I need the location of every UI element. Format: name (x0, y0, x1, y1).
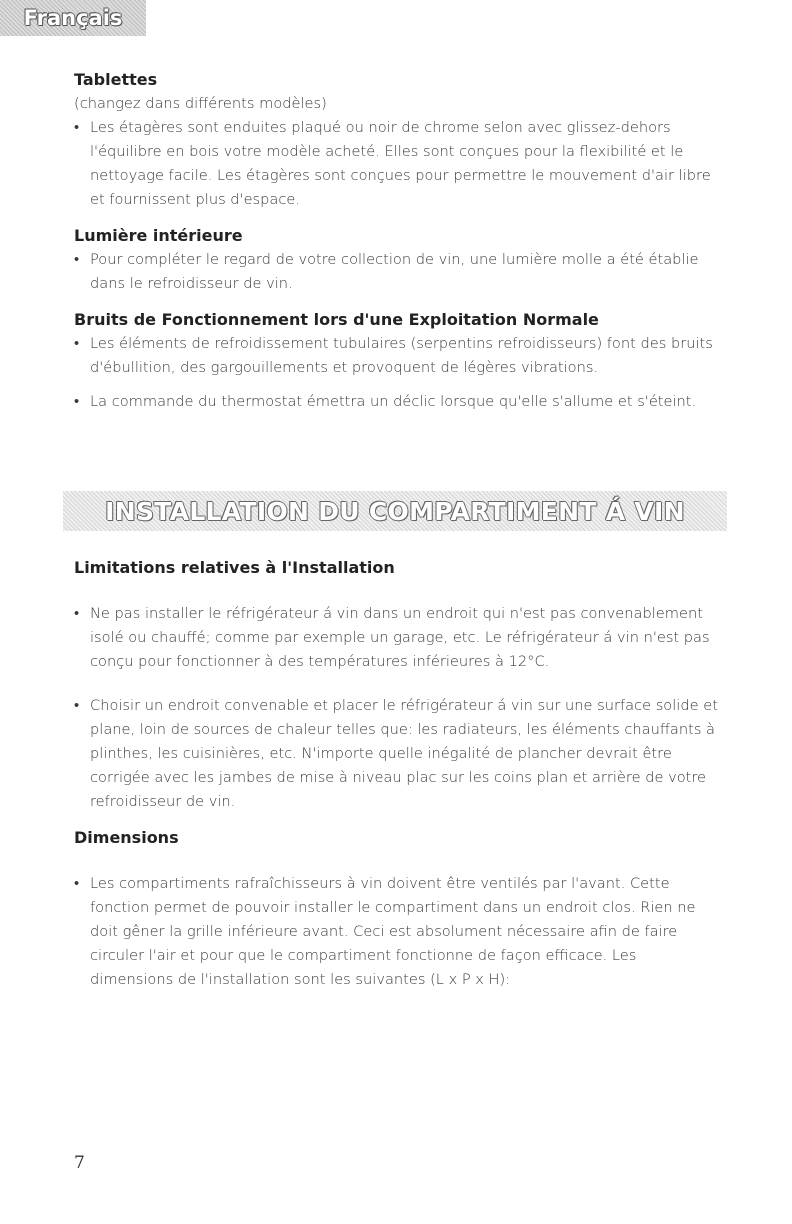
bullet-item: • Les éléments de refroidissement tubulaires (serpentins refroidisseurs) font des bruits d'ébullition, des gargouillements et provoquent de légères vibrations. (74, 332, 724, 380)
section-title: Tablettes (74, 70, 158, 89)
bullet-item: • Pour compléter le regard de votre collection de vin, une lumière molle a été établie dans le refroidisseur de vin. (74, 248, 724, 296)
installation-sections (74, 556, 724, 992)
page-number: 7 (74, 1153, 85, 1173)
bullet-item: • Ne pas installer le réfrigérateur á vin dans un endroit qui n'est pas convenablement isolé ou chauffé; comme par exemple un garage, etc. Le réfrigérateur á vin n'est pas conçu pour fonctionner à des températures inférieures à 12°C. (74, 602, 724, 674)
section-title: Lumière intérieure (74, 226, 243, 245)
bullet-list (74, 602, 724, 814)
section-title: Dimensions (74, 828, 179, 847)
bullet-list (74, 332, 724, 414)
bullet-item: • Les compartiments rafraîchisseurs à vin doivent être ventilés par l'avant. Cette fonction permet de pouvoir installer le compartiment dans un endroit clos. Rien ne doit gêner la grille inférieure avant. Ceci est absolument nécessaire afin de faire circuler l'air et pour que le compartiment fonctionne de façon efficace. Les dimensions de l'installation sont les suivantes (L x P x H): (74, 872, 724, 992)
bullet-list (74, 248, 724, 296)
section-intro: (changez dans différents modèles) (74, 95, 327, 112)
language-tab (0, 0, 146, 36)
bullet-list (74, 872, 724, 992)
section-title: Limitations relatives à l'Installation (74, 558, 395, 577)
section-interior-light (74, 224, 724, 296)
section-dimensions (74, 826, 724, 992)
section-operating-noise (74, 308, 724, 414)
section-title: Bruits de Fonctionnement lors d'une Exploitation Normale (74, 310, 599, 329)
installation-banner (63, 491, 727, 531)
bullet-item: • La commande du thermostat émettra un déclic lorsque qu'elle s'allume et s'éteint. (74, 390, 724, 414)
section-shelves (74, 68, 724, 212)
bullet-item: • Choisir un endroit convenable et placer le réfrigérateur á vin sur une surface solide et plane, loin de sources de chaleur telles que: les radiateurs, les éléments chauffants à plinthes, les cuisinières, etc. N'importe quelle inégalité de plancher devrait être corrigée avec les jambes de mise à niveau plac sur les coins plan et arrière de votre refroidisseur de vin. (74, 694, 724, 814)
top-sections (74, 68, 724, 426)
section-installation-limits (74, 556, 724, 814)
bullet-item: • Les étagères sont enduites plaqué ou noir de chrome selon avec glissez-dehors l'équilibre en bois votre modèle acheté. Elles sont conçues pour la flexibilité et le nettoyage facile. Les étagères sont conçues pour permettre le mouvement d'air libre et fournissent plus d'espace. (74, 116, 724, 212)
banner-title: INSTALLATION DU COMPARTIMENT Á VIN (105, 496, 685, 526)
bullet-list (74, 116, 724, 212)
language-label: Français (23, 6, 123, 30)
